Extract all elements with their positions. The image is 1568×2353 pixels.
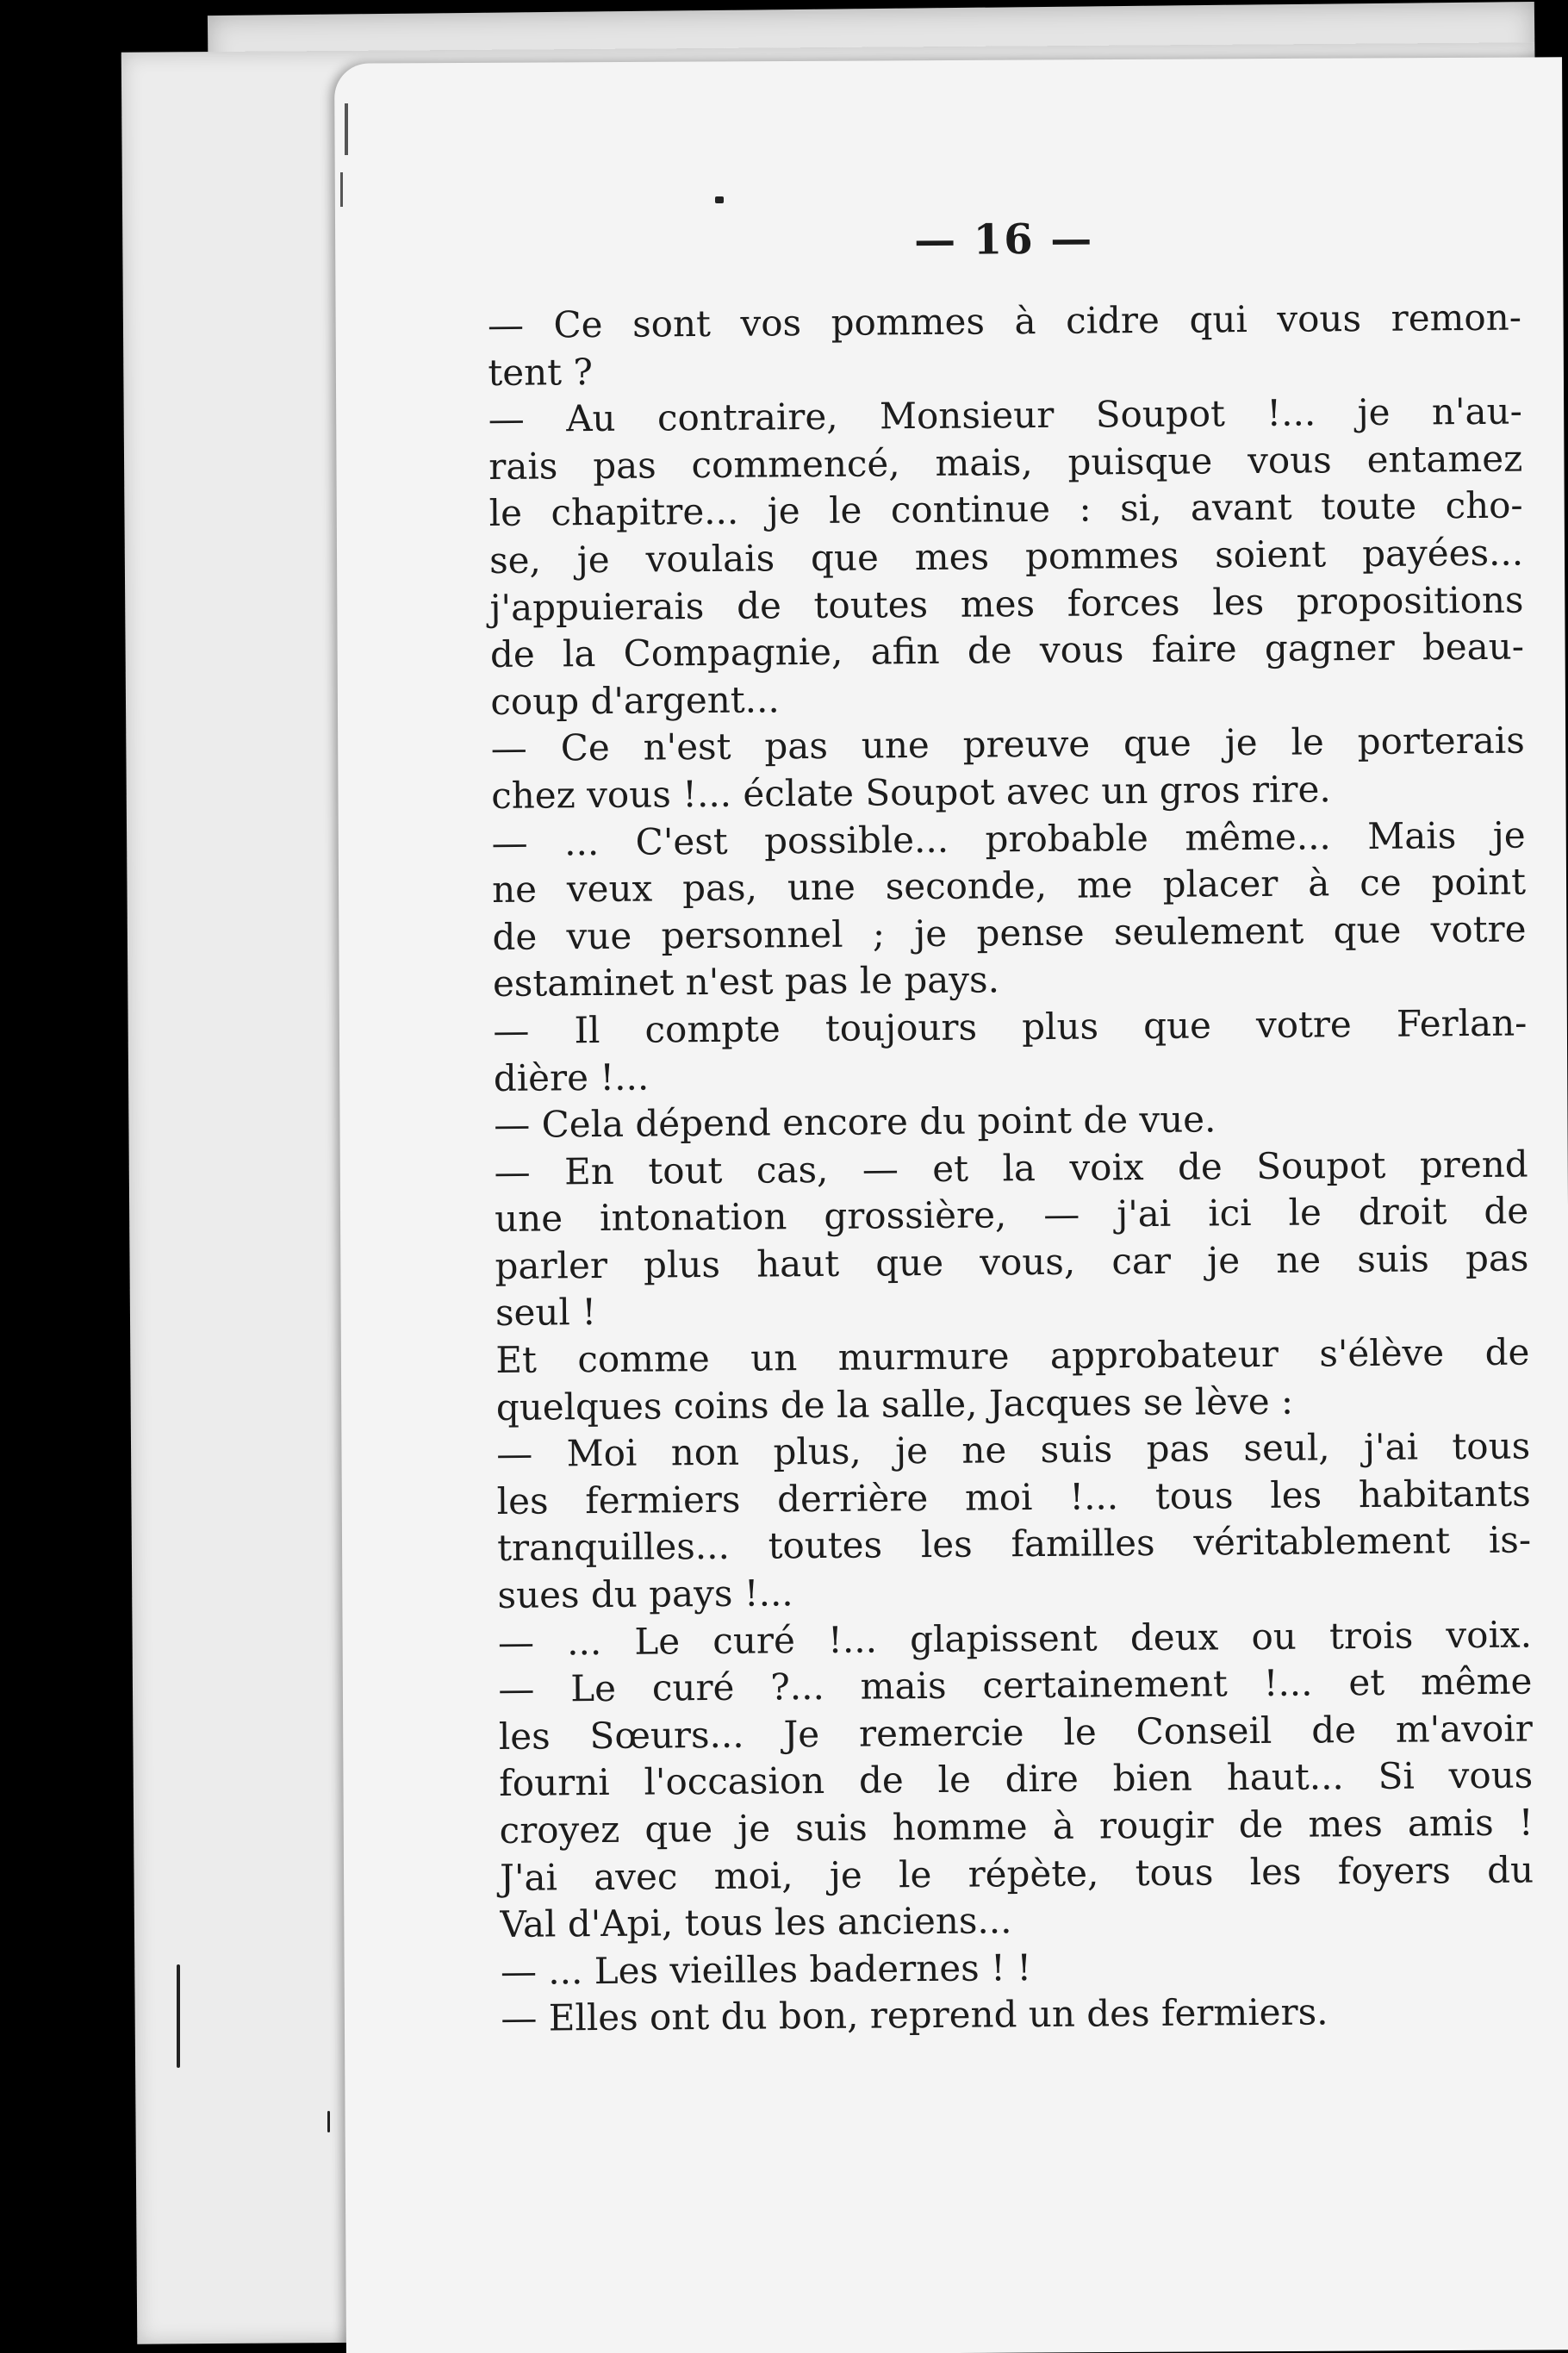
text-line: — Elles ont du bon, reprend un des fermiers.	[501, 1990, 1328, 2040]
text-line: les fermiers derrière moi !... tous les habitants	[496, 1472, 1531, 1522]
text-line: le chapitre... je le continue : si, avant toute cho-	[488, 483, 1523, 535]
text-line: fourni l'occasion de le dire bien haut... Si vous	[499, 1753, 1534, 1805]
page-edge-mark	[345, 103, 348, 155]
text-line: — ... Les vieilles badernes ! !	[500, 1945, 1032, 1993]
text-lines	[488, 295, 1535, 2043]
text-line: coup d'argent...	[490, 678, 780, 723]
text-line: croyez que je suis homme à rougir de mes amis !	[499, 1801, 1534, 1852]
text-line: seul !	[495, 1291, 597, 1335]
page-number: — 16 —	[913, 215, 1094, 265]
text-line: une intonation grossière, — j'ai ici le droit de	[494, 1189, 1529, 1241]
text-line: tranquilles... toutes les familles véritablement is-	[496, 1518, 1532, 1570]
text-line: tent ?	[488, 350, 594, 394]
text-line: estaminet n'est pas le pays.	[492, 958, 1000, 1005]
page-text	[487, 212, 1535, 2043]
text-line: dière !...	[493, 1055, 650, 1099]
text-line: — En tout cas, — et la voix de Soupot prend	[494, 1142, 1528, 1193]
ink-speck	[327, 2111, 330, 2132]
text-line: j'appuierais de toutes mes forces les propositions	[489, 578, 1524, 629]
text-line: — Au contraire, Monsieur Soupot !... je n'au-	[488, 389, 1522, 441]
text-line: — Cela dépend encore du point de vue.	[494, 1098, 1216, 1147]
text-line: — Il compte toujours plus que votre Ferlan-	[493, 1001, 1528, 1052]
text-line: — ... Le curé !... glapissent deux ou trois voix.	[497, 1613, 1533, 1664]
text-line: quelques coins de la salle, Jacques se lève :	[495, 1379, 1294, 1429]
text-line: ne veux pas, une seconde, me placer à ce point	[491, 860, 1527, 912]
text-line: — Ce n'est pas une preuve que je le porterais	[490, 719, 1525, 770]
text-line: — Le curé ?... mais certainement !... et même	[498, 1659, 1533, 1711]
text-line: — Ce sont vos pommes à cidre qui vous remon-	[487, 296, 1522, 346]
text-line: — ... C'est possible... probable même... Mais je	[491, 813, 1526, 864]
ink-speck	[715, 196, 724, 203]
text-line: parler plus haut que vous, car je ne suis pas	[495, 1236, 1529, 1287]
text-line: les Sœurs... Je remercie le Conseil de m'avoir	[498, 1707, 1533, 1758]
text-line: sues du pays !...	[497, 1572, 793, 1616]
text-line: se, je voulais que mes pommes soient payées...	[488, 531, 1524, 582]
ink-speck	[177, 1964, 180, 2068]
text-line: rais pas commencé, mais, puisque vous entamez	[488, 437, 1523, 488]
text-line: Et comme un murmure approbateur s'élève de	[495, 1330, 1530, 1382]
page-edge-mark	[340, 172, 343, 207]
text-line: de vue personnel ; je pense seulement que votre	[492, 907, 1527, 958]
text-line: chez vous !... éclate Soupot avec un gros rire.	[491, 768, 1331, 817]
text-line: de la Compagnie, afin de vous faire gagner beau-	[489, 625, 1525, 676]
text-line: — Moi non plus, je ne suis pas seul, j'ai tous	[496, 1424, 1531, 1476]
text-line: J'ai avec moi, je le répète, tous les foyers du	[499, 1848, 1534, 1899]
text-line: Val d'Api, tous les anciens...	[500, 1899, 1012, 1946]
